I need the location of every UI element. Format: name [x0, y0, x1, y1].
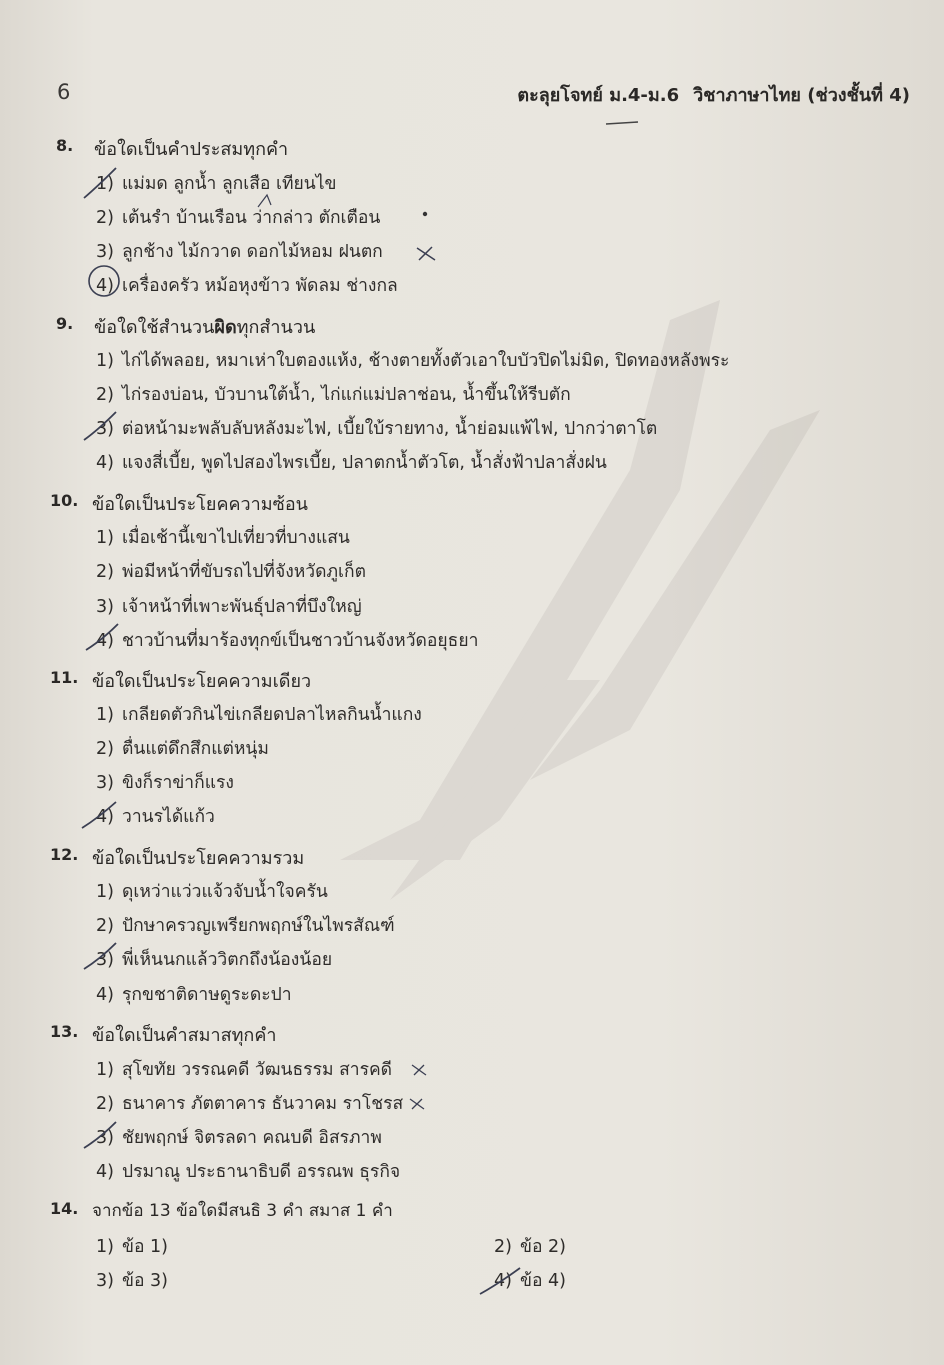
option-9-3[interactable]: 3) ต่อหน้ามะพลับลับหลังมะไฟ, เบี้ยใบ้รายทาง, น้ำย่อมแพ้ไฟ, ปากว่าตาโต — [96, 419, 658, 439]
option-10-3[interactable]: 3) เจ้าหน้าที่เพาะพันธุ์ปลาที่บึงใหญ่ — [96, 597, 362, 617]
question-text: ข้อใดเป็นประโยคความซ้อน — [92, 494, 308, 515]
option-12-3[interactable]: 3) พี่เห็นนกแล้ววิตกถึงน้องน้อย — [96, 950, 333, 970]
question-text: ข้อใดเป็นประโยคความเดียว — [92, 671, 312, 692]
question-text: ข้อใดใช้สำนวนผิดทุกสำนวน — [94, 317, 316, 338]
question-text: ข้อใดเป็นคำประสมทุกคำ — [94, 139, 289, 160]
subject-title: วิชาภาษาไทย (ช่วงชั้นที่ 4) — [693, 85, 910, 106]
option-14-2[interactable]: 2) ข้อ 2) — [494, 1237, 566, 1257]
option-9-1[interactable]: 1) ไก่ได้พลอย, หมาเห่าใบตองแห้ง, ช้างตายทั้งตัวเอาใบบัวปิดไม่มิด, ปิดทองหลังพระ — [96, 351, 730, 371]
book-title: ตะลุยโจทย์ ม.4-ม.6 — [517, 85, 680, 106]
option-14-3[interactable]: 3) ข้อ 3) — [96, 1271, 168, 1291]
option-14-1[interactable]: 1) ข้อ 1) — [96, 1237, 168, 1257]
question-number: 10. — [50, 491, 79, 510]
question-number: 9. — [56, 314, 74, 333]
option-13-1[interactable]: 1) สุโขทัย วรรณคดี วัฒนธรรม สารคดี — [96, 1060, 393, 1080]
option-8-3[interactable]: 3) ลูกช้าง ไม้กวาด ดอกไม้หอม ฝนตก — [96, 242, 383, 262]
question-number: 13. — [50, 1022, 79, 1041]
option-11-2[interactable]: 2) ตื่นแต่ดึกสึกแต่หนุ่ม — [96, 739, 269, 759]
question-text: จากข้อ 13 ข้อใดมีสนธิ 3 คำ สมาส 1 คำ — [92, 1201, 393, 1221]
question-number: 8. — [56, 136, 74, 155]
option-10-1[interactable]: 1) เมื่อเช้านี้เขาไปเที่ยวที่บางแสน — [96, 528, 350, 548]
option-12-4[interactable]: 4) รุกขชาติดาษดูระดะปา — [96, 985, 292, 1005]
option-11-1[interactable]: 1) เกลียดตัวกินไข่เกลียดปลาไหลกินน้ำแกง — [96, 705, 422, 725]
option-8-2[interactable]: 2) เต้นรำ บ้านเรือน ว่ากล่าว ตักเตือน — [96, 208, 381, 228]
option-12-2[interactable]: 2) ปักษาครวญเพรียกพฤกษ์ในไพรสัณฑ์ — [96, 916, 395, 936]
option-13-2[interactable]: 2) ธนาคาร ภัตตาคาร ธันวาคม ราโชรส — [96, 1094, 404, 1114]
option-11-4[interactable]: 4) วานรได้แก้ว — [96, 807, 215, 827]
page-number: 6 — [57, 80, 71, 104]
option-11-3[interactable]: 3) ขิงก็ราข่าก็แรง — [96, 773, 234, 793]
question-number: 12. — [50, 845, 79, 864]
option-9-4[interactable]: 4) แจงสี่เบี้ย, พูดไปสองไพรเบี้ย, ปลาตกน้ำตัวโต, น้ำสั่งฟ้าปลาสั่งฝน — [96, 453, 607, 473]
question-number: 11. — [50, 668, 79, 687]
option-12-1[interactable]: 1) ดุเหว่าแว่วแจ้วจับน้ำใจครัน — [96, 882, 328, 902]
option-10-2[interactable]: 2) พ่อมีหน้าที่ขับรถไปที่จังหวัดภูเก็ต — [96, 562, 366, 582]
option-9-2[interactable]: 2) ไก่รองบ่อน, บัวบานใต้น้ำ, ไก่แก่แม่ปลาช่อน, น้ำขึ้นให้รีบตัก — [96, 385, 571, 405]
question-number: 14. — [50, 1199, 79, 1218]
option-13-4[interactable]: 4) ปรมาณู ประธานาธิบดี อรรณพ ธุรกิจ — [96, 1162, 401, 1182]
option-14-4[interactable]: 4) ข้อ 4) — [494, 1271, 566, 1291]
question-text: ข้อใดเป็นคำสมาสทุกคำ — [92, 1025, 277, 1046]
option-13-3[interactable]: 3) ชัยพฤกษ์ จิตรลดา คณบดี อิสรภาพ — [96, 1128, 382, 1148]
option-10-4[interactable]: 4) ชาวบ้านที่มาร้องทุกข์เป็นชาวบ้านจังหวัดอยุธยา — [96, 631, 479, 651]
option-8-1[interactable]: 1) แม่มด ลูกน้ำ ลูกเสือ เทียนไข — [96, 174, 337, 194]
question-text: ข้อใดเป็นประโยคความรวม — [92, 848, 305, 869]
option-8-4[interactable]: 4) เครื่องครัว หม้อหุงข้าว พัดลม ช่างกล — [96, 276, 398, 296]
